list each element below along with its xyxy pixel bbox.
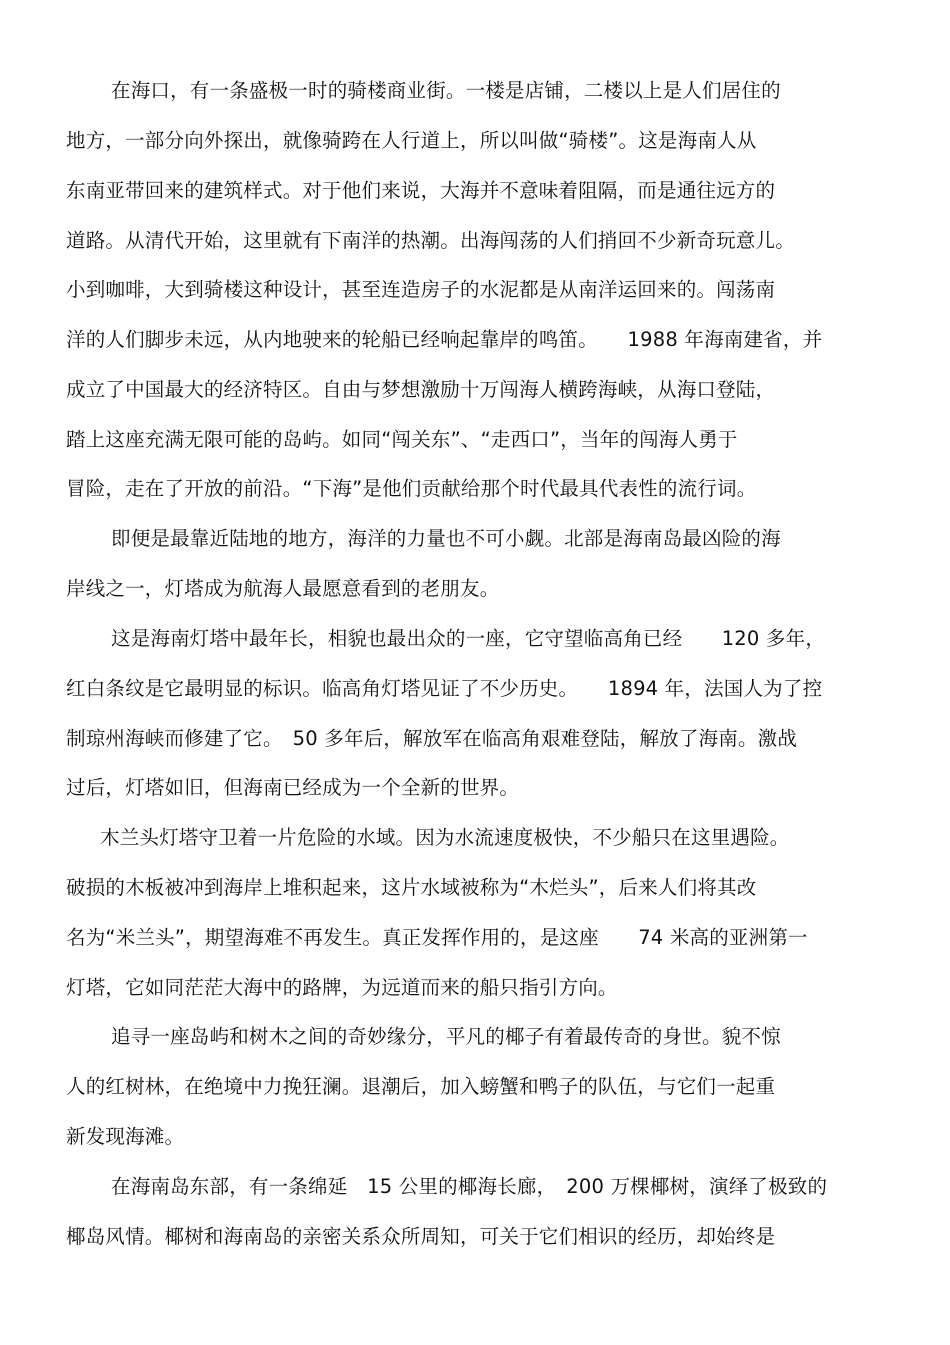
text-line: 新发现海滩。: [66, 1125, 185, 1148]
text-line: 道路。从清代开始，这里就有下南洋的热潮。出海闯荡的人们捎回不少新奇玩意儿。: [66, 229, 795, 252]
text-line: 小到咖啡，大到骑楼这种设计，甚至连造房子的水泥都是从南洋运回来的。闯荡南: [66, 278, 776, 301]
text-line: 过后，灯塔如旧，但海南已经成为一个全新的世界。: [66, 776, 520, 799]
text-line: 这是海南灯塔中最年长，相貌也最出众的一座，它守望临高角已经 120 多年，: [111, 627, 826, 650]
text-line: 椰岛风情。椰树和海南岛的亲密关系众所周知，可关于它们相识的经历，却始终是: [66, 1225, 776, 1248]
text-line: 冒险，走在了开放的前沿。“下海”是他们贡献给那个时代最具代表性的流行词。: [66, 477, 757, 500]
text-line: 地方，一部分向外探出，就像骑跨在人行道上，所以叫做“骑楼”。这是海南人从: [66, 129, 757, 152]
text-line: 即便是最靠近陆地的地方，海洋的力量也不可小觑。北部是海南岛最凶险的海: [111, 527, 781, 550]
text-line: 洋的人们脚步未远，从内地驶来的轮船已经响起靠岸的鸣笛。 1988 年海南建省，并: [66, 328, 823, 351]
text-line: 成立了中国最大的经济特区。自由与梦想激励十万闯海人横跨海峡，从海口登陆，: [66, 378, 776, 401]
text-line: 木兰头灯塔守卫着一片危险的水域。因为水流速度极快，不少船只在这里遇险。: [100, 826, 790, 849]
text-line: 制琼州海峡而修建了它。 50 多年后，解放军在临高角艰难登陆，解放了海南。激战: [66, 727, 798, 750]
text-line: 灯塔，它如同茫茫大海中的路牌，为远道而来的船只指引方向。: [66, 976, 618, 999]
text-line: 人的红树林，在绝境中力挽狂澜。退潮后，加入螃蟹和鸭子的队伍，与它们一起重: [66, 1075, 776, 1098]
text-line: 追寻一座岛屿和树木之间的奇妙缘分，平凡的椰子有着最传奇的身世。貌不惊: [111, 1025, 781, 1048]
text-line: 岸线之一，灯塔成为航海人最愿意看到的老朋友。: [66, 577, 500, 600]
text-line: 在海口，有一条盛极一时的骑楼商业街。一楼是店铺，二楼以上是人们居住的: [111, 79, 781, 102]
text-line: 破损的木板被冲到海岸上堆积起来，这片水域被称为“木烂头”，后来人们将其改: [66, 876, 757, 899]
text-line: 名为“米兰头”，期望海难不再发生。真正发挥作用的，是这座 74 米高的亚洲第一: [66, 926, 808, 949]
text-line: 在海南岛东部，有一条绵延 15 公里的椰海长廊， 200 万棵椰树，演绎了极致的: [111, 1175, 828, 1198]
text-line: 踏上这座充满无限可能的岛屿。如同“闯关东”、“走西口”，当年的闯海人勇于: [66, 428, 738, 451]
text-line: 东南亚带回来的建筑样式。对于他们来说，大海并不意味着阻隔，而是通往远方的: [66, 179, 776, 202]
text-line: 红白条纹是它最明显的标识。临高角灯塔见证了不少历史。 1894 年，法国人为了控: [66, 677, 823, 700]
